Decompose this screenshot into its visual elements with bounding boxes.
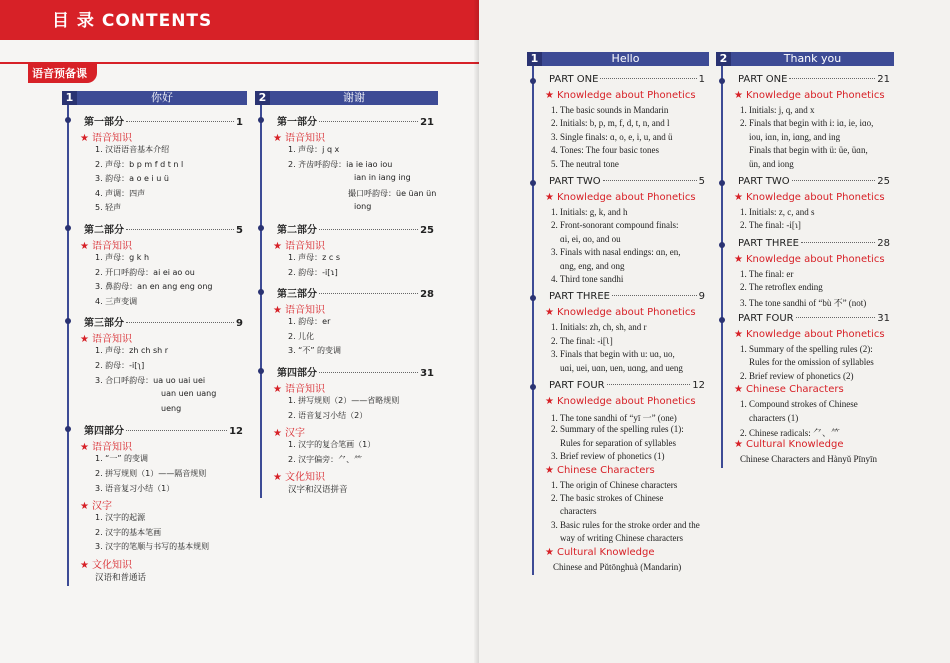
timeline-dot [719,317,725,323]
topic-heading [80,129,132,144]
page-number: 31 [877,313,890,324]
unit-header [527,52,709,66]
part-heading[interactable] [738,74,890,85]
list-item: 2. The retroflex ending [740,282,823,293]
list-item: 2. 声母：b p m f d t n l [95,159,184,169]
timeline-line [67,105,69,586]
list-item: 2. Brief review of phonetics (2) [740,370,854,381]
page-number: 12 [229,426,243,438]
part-title: PART TWO [738,176,790,187]
topic-label: 语音知识 [91,442,132,454]
culture-item: Chinese Characters and Hànyǔ Pīnyīn [740,454,877,465]
part-heading[interactable] [84,314,243,329]
star-icon: ★ [273,472,282,484]
timeline-dot [258,289,264,295]
list-item: 2. 开口呼韵母：ai ei ao ou [95,267,195,277]
topic-label: Knowledge about Phonetics [745,253,885,265]
topic-label: 语音知识 [284,133,325,144]
list-item: 1. 声母：z c s [288,253,341,262]
topic-heading [545,396,696,407]
page-number: 21 [877,74,890,85]
list-item: 4. 声调：四声 [95,188,146,198]
list-item: characters (1) [749,412,799,423]
page-number: 25 [420,225,434,236]
topic-label: 语音知识 [284,384,325,395]
topic-heading [545,307,696,318]
timeline-dot [258,368,264,374]
part-title: 第一部分 [277,117,317,128]
list-item: 1. The origin of Chinese characters [551,479,678,490]
list-item: 1. Initials: g, k, and h [551,207,628,217]
list-item: 1. 汉语语音基本介绍 [95,145,170,154]
part-heading[interactable] [738,238,890,249]
page-number: 5 [698,176,705,187]
star-icon: ★ [80,133,89,144]
list-item: 3. 鼻韵母：an en ang eng ong [95,282,213,292]
topic-label: 汉字 [284,428,305,440]
unit-header [716,52,894,66]
part-title: PART THREE [738,237,799,249]
topic-label: Cultural Knowledge [556,546,655,558]
star-icon: ★ [545,307,554,319]
timeline-dot [530,295,536,301]
list-item: 2. 拼写规则（1）——隔音规则 [95,469,207,478]
part-heading[interactable] [549,74,705,85]
list-item: 2. The final: -i[ɿ] [740,220,801,231]
topic-heading [545,465,655,476]
list-item: 2. 汉字偏旁：⺈、⺮ [288,454,363,464]
list-item: 1. Initials: j, q, and x [740,105,815,115]
timeline-dot [65,225,71,231]
list-item: 1. The basic sounds in Mandarin [551,105,669,115]
list-item: 2. Chinese radicals: ⺈、⺮ [740,428,840,438]
star-icon: ★ [734,90,743,101]
topic-heading [80,497,112,512]
topic-heading [273,468,325,483]
part-heading[interactable] [277,113,434,128]
timeline-line [532,66,534,575]
list-item: 2. 汉字的基本笔画 [95,527,162,537]
list-item: 3. Finals that begin with u: uɑ, uo, [551,349,675,360]
page-number: 28 [420,289,434,301]
unit-title: 谢谢 [343,91,365,104]
part-title: 第三部分 [277,289,317,301]
timeline-dot [719,180,725,186]
topic-label: Knowledge about Phonetics [556,90,696,101]
star-icon: ★ [273,384,282,395]
list-item: iou, iɑn, in, iɑng, and ing [749,131,841,142]
part-title: 第一部分 [84,117,124,128]
list-item: 1. The final: er [740,268,794,279]
timeline-dot [258,117,264,123]
list-item: 3. 韵母：a o e i u ü [95,174,169,184]
unit-number: 2 [255,91,270,105]
timeline-dot [530,78,536,84]
topic-heading [545,192,696,203]
topic-label: 语音知识 [284,305,325,317]
dot-leader [319,120,418,122]
culture-item: 汉字和汉语拼音 [288,485,348,496]
topic-label: Chinese Characters [556,464,655,476]
part-title: PART ONE [549,74,599,85]
part-heading[interactable] [549,380,705,391]
list-item: 1. Summary of the spelling rules (2): [740,344,873,354]
right-page [479,0,950,663]
culture-item: 汉语和普通话 [95,573,147,583]
page-number: 25 [877,176,890,187]
page-number: 9 [698,291,705,303]
topic-heading [273,380,325,395]
star-icon: ★ [734,439,743,451]
list-item: 1. 汉字的复合笔画（1） [288,440,376,450]
topic-label: Knowledge about Phonetics [745,90,885,101]
topic-heading [545,547,655,558]
list-item: 2. 齐齿呼韵母：ia ie iao iou [288,159,393,169]
topic-label: Knowledge about Phonetics [745,192,885,203]
part-title: 第四部分 [84,426,124,438]
part-title: 第二部分 [277,225,317,236]
star-icon: ★ [734,192,743,203]
topic-heading [273,237,325,252]
part-title: PART FOUR [549,380,605,391]
list-item: 1. Initials: z, c, and s [740,207,815,217]
topic-label: 语音知识 [284,241,325,252]
list-item: 撮口呼韵母：üe üan ün [348,188,437,198]
star-icon: ★ [273,305,282,317]
list-item: 3. “不” 的变调 [288,346,342,356]
list-item: iong [354,202,372,212]
dot-leader [612,294,697,296]
part-heading[interactable] [738,313,890,324]
dot-leader [600,77,696,79]
part-title: PART FOUR [738,313,794,324]
topic-label: Cultural Knowledge [745,439,844,451]
star-icon: ★ [80,241,89,252]
star-icon: ★ [273,241,282,252]
list-item: 1. 声母：j q x [288,145,340,154]
list-item: 2. 儿化 [288,331,315,341]
dot-leader [126,120,234,122]
list-item: 5. 轻声 [95,203,122,213]
topic-label: 语音知识 [91,241,132,252]
page-number: 21 [420,117,434,128]
list-item: 1. 声母：zh ch sh r [95,346,169,356]
dot-leader [801,241,875,243]
topic-heading [80,330,132,345]
part-heading[interactable] [549,176,705,187]
unit-header [255,91,438,105]
list-item: Rules for separation of syllables [560,437,676,448]
part-title: PART THREE [549,291,610,303]
dot-leader [607,383,691,385]
topic-label: Knowledge about Phonetics [556,307,696,319]
part-title: 第四部分 [277,368,317,379]
topic-label: Knowledge about Phonetics [745,329,885,340]
list-item: ɑi, ei, ɑo, and ou [560,233,621,244]
list-item: Finals that begin with ü: üe, üɑn, [749,145,868,156]
list-item: 2. 语音复习小结（2） [288,410,368,420]
topic-heading [273,301,325,316]
topic-heading [273,424,305,439]
list-item: 3. Single finals: ɑ, o, e, i, u, and ü [551,131,673,142]
star-icon: ★ [545,396,554,407]
timeline-dot [65,318,71,324]
dot-leader [603,179,697,181]
unit-number: 2 [716,52,731,66]
star-icon: ★ [80,501,89,513]
list-item: 4. Third tone sandhi [551,274,624,284]
list-item: 1. 韵母：er [288,317,331,327]
list-item: 4. Tones: The four basic tones [551,145,660,156]
page-number: 28 [877,237,890,249]
part-heading[interactable] [84,221,243,236]
star-icon: ★ [545,192,554,203]
unit-title: Thank you [783,52,842,65]
topic-label: 语音知识 [91,133,132,144]
topic-label: 文化知识 [284,472,325,484]
timeline-line [260,105,262,498]
page-number: 31 [420,368,434,379]
list-item: ian in iang ing [354,173,411,183]
unit-title: 你好 [151,91,173,104]
star-icon: ★ [545,90,554,101]
topic-label: 汉字 [91,501,112,513]
page-number: 12 [692,380,705,391]
topic-label: Knowledge about Phonetics [556,192,696,203]
list-item: 2. Initials: b, p, m, f, d, t, n, and l [551,118,670,129]
part-heading[interactable] [738,176,890,187]
topic-heading [734,439,844,450]
list-item: 1. Initials: zh, ch, sh, and r [551,322,647,333]
star-icon: ★ [80,560,89,571]
part-title: 第三部分 [84,318,124,330]
star-icon: ★ [80,334,89,346]
part-title: 第二部分 [84,225,124,236]
timeline-dot [530,180,536,186]
page-number: 1 [698,74,705,85]
list-item: 2. 韵母：-i[ɿ] [288,267,338,277]
list-item: 1. Compound strokes of Chinese [740,399,858,410]
list-item: Rules for the omission of syllables [749,357,874,368]
topic-label: Knowledge about Phonetics [556,396,696,407]
page-number: 5 [236,225,243,236]
dot-leader [319,292,418,294]
part-heading[interactable] [84,422,243,437]
dot-leader [319,371,418,373]
list-item: 2. Finals that begin with i: iɑ, ie, iɑo, [740,118,874,129]
star-icon: ★ [545,464,554,476]
list-item: 2. Front-sonorant compound finals: [551,220,679,231]
star-icon: ★ [545,546,554,558]
timeline-line [721,66,723,468]
page-number: 1 [236,117,243,128]
list-item: 5. The neutral tone [551,158,619,169]
part-heading[interactable] [84,113,243,128]
star-icon: ★ [734,253,743,265]
unit-number: 1 [527,52,542,66]
list-item: ɑng, eng, and ong [560,260,625,271]
list-item: 3. Finals with nasal endings: ɑn, en, [551,247,681,258]
list-item: 2. 韵母：-i[ʅ] [95,361,145,370]
topic-label: 语音知识 [91,334,132,346]
timeline-dot [258,225,264,231]
culture-item: Chinese and Pǔtōnghuà (Mandarin) [553,561,682,572]
timeline-dot [530,384,536,390]
star-icon: ★ [273,133,282,144]
list-item: ueng [161,403,182,413]
topic-heading [734,254,885,265]
timeline-dot [719,242,725,248]
list-item: 1. The tone sandhi of “yī 一” (one) [551,413,677,423]
star-icon: ★ [273,428,282,440]
topic-label: Chinese Characters [745,384,844,396]
timeline-dot [719,78,725,84]
dot-leader [126,228,234,230]
topic-heading [734,90,885,101]
list-item: 1. 声母：g k h [95,253,150,262]
list-item: 3. The tone sandhi of “bù 不” (not) [740,297,867,308]
page-title: 目 录 CONTENTS [52,11,213,31]
star-icon: ★ [734,384,743,396]
part-title: PART ONE [738,74,788,85]
topic-heading [734,192,885,203]
unit-number: 1 [62,91,77,105]
dot-leader [789,77,875,79]
topic-heading [80,438,132,453]
timeline-dot [65,117,71,123]
part-heading[interactable] [277,285,434,300]
topic-heading [734,384,844,395]
list-item: 3. 语音复习小结（1） [95,483,175,493]
list-item: uɑi, uei, uɑn, uen, uɑng, and ueng [560,362,683,373]
list-item: 1. 拼写规则（2）——省略规则 [288,396,400,405]
list-item: uan uen uang [161,389,217,399]
unit-title: Hello [611,52,640,65]
part-heading[interactable] [549,291,705,302]
list-item: 2. Summary of the spelling rules (1): [551,424,684,435]
timeline-dot [65,426,71,432]
part-heading[interactable] [277,364,434,379]
list-item: 3. 汉字的笔顺与书写的基本规则 [95,542,210,552]
topic-heading [80,556,132,571]
dot-leader [319,228,418,230]
list-item: 3. Brief review of phonetics (1) [551,451,665,462]
list-item: 1. “一” 的变调 [95,454,149,464]
dot-leader [792,179,876,181]
dot-leader [126,429,227,431]
topic-heading [545,90,696,101]
topic-heading [80,237,132,252]
list-item: 1. 汉字的起源 [95,513,146,523]
dot-leader [126,321,234,323]
list-item: 3. 合口呼韵母：ua uo uai uei [95,375,206,385]
list-item: 2. The final: -i[ʅ] [551,335,613,346]
topic-label: 文化知识 [91,560,132,571]
page-number: 9 [236,318,243,330]
part-heading[interactable] [277,221,434,236]
topic-heading [273,129,325,144]
dot-leader [796,316,876,318]
part-title: PART TWO [549,176,601,187]
list-item: way of writing Chinese characters [560,533,683,544]
unit-header [62,91,247,105]
section-badge: 语音预备课 [28,64,97,83]
list-item: 2. The basic strokes of Chinese [551,493,664,503]
star-icon: ★ [734,329,743,340]
star-icon: ★ [80,442,89,454]
list-item: 4. 三声变调 [95,296,138,306]
list-item: 3. Basic rules for the stroke order and the [551,519,700,530]
topic-heading [734,329,885,340]
list-item: ün, and iong [749,158,794,169]
list-item: characters [560,506,597,517]
